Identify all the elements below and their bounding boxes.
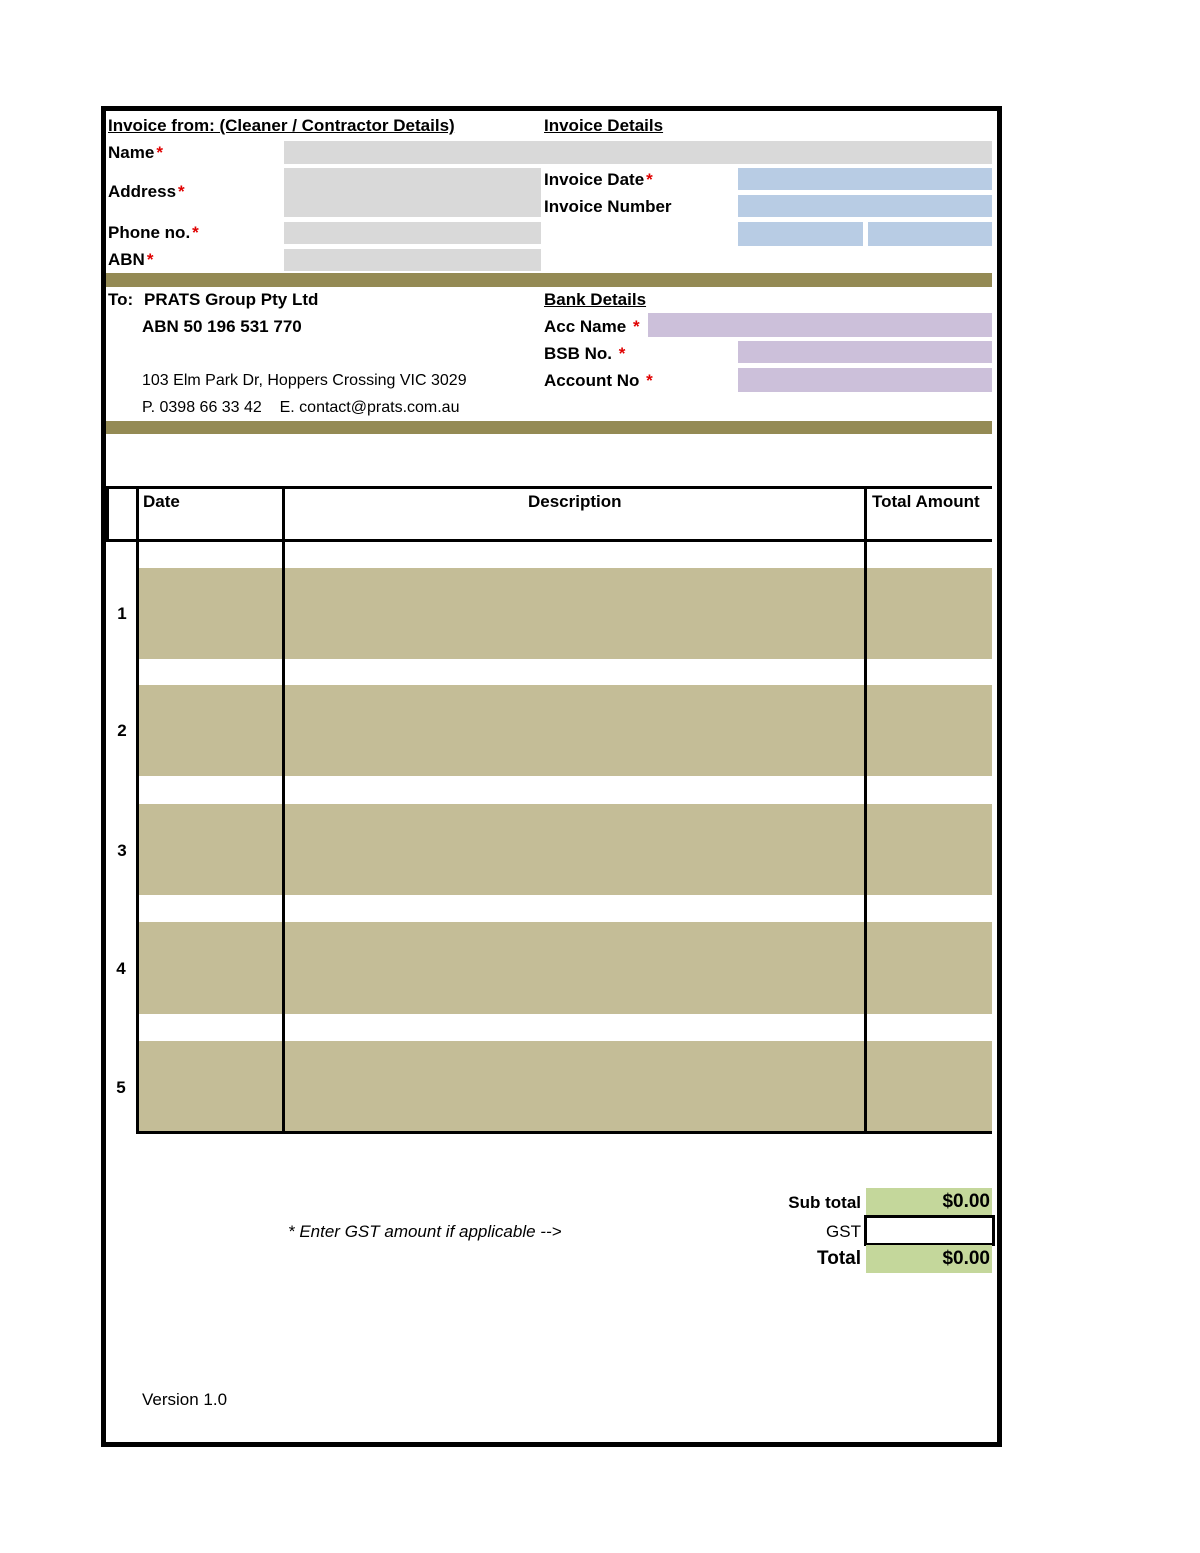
to-contact: P. 0398 66 33 42 E. contact@prats.com.au	[142, 399, 460, 416]
invoice-date-label: Invoice Date *	[544, 170, 653, 189]
abn-label: ABN *	[108, 250, 154, 269]
table-header-border	[106, 539, 992, 542]
required-mark: *	[192, 223, 199, 242]
phone-label: Phone no. *	[108, 223, 199, 242]
required-mark: *	[146, 250, 154, 269]
column-header-description: Description	[528, 492, 622, 511]
bank-heading: Bank Details	[544, 290, 647, 309]
required-mark: *	[618, 344, 626, 363]
acc-name-label: Acc Name *	[544, 317, 640, 336]
column-divider	[136, 486, 139, 1134]
total-label: Total	[817, 1248, 861, 1269]
column-header-total: Total Amount	[872, 492, 980, 511]
abn-field[interactable]	[284, 249, 541, 271]
address-field[interactable]	[284, 168, 541, 217]
invoice-extra-field-2[interactable]	[868, 222, 992, 246]
account-label: Account No *	[544, 371, 653, 390]
required-mark: *	[156, 143, 163, 162]
account-field[interactable]	[738, 368, 992, 392]
invoice-number-label: Invoice Number	[544, 197, 672, 216]
row-number: 2	[117, 721, 127, 740]
table-border-bottom	[136, 1131, 992, 1134]
section-divider	[106, 421, 992, 434]
bsb-field[interactable]	[738, 341, 992, 363]
subtotal-value: $0.00	[942, 1191, 990, 1212]
row-number: 4	[116, 959, 126, 978]
address-label: Address *	[108, 182, 185, 201]
bsb-label: BSB No. *	[544, 344, 626, 363]
row-number: 1	[117, 604, 127, 623]
gst-input[interactable]	[864, 1215, 995, 1246]
name-field[interactable]	[284, 141, 992, 164]
invoice-extra-field-1[interactable]	[738, 222, 863, 246]
to-abn: ABN 50 196 531 770	[142, 317, 302, 336]
column-divider	[864, 486, 867, 1134]
invoice-number-field[interactable]	[738, 195, 992, 217]
row-number: 5	[116, 1078, 126, 1097]
phone-field[interactable]	[284, 222, 541, 244]
name-label: Name *	[108, 143, 163, 162]
gst-label: GST	[826, 1222, 861, 1241]
column-header-date: Date	[143, 492, 180, 511]
to-address: 103 Elm Park Dr, Hoppers Crossing VIC 3029	[142, 372, 467, 389]
subtotal-label: Sub total	[788, 1193, 861, 1212]
required-mark: *	[646, 170, 653, 189]
contractor-heading: Invoice from: (Cleaner / Contractor Details)	[108, 116, 455, 135]
invoice-date-field[interactable]	[738, 168, 992, 190]
invoice-details-heading: Invoice Details	[544, 116, 664, 135]
to-company: PRATS Group Pty Ltd	[144, 290, 319, 309]
total-value: $0.00	[942, 1248, 990, 1269]
table-border-left	[106, 486, 109, 542]
table-border-top	[106, 486, 992, 489]
gst-note: * Enter GST amount if applicable -->	[288, 1222, 562, 1241]
column-divider	[282, 486, 285, 1134]
to-prefix: To:	[108, 290, 134, 309]
required-mark: *	[632, 317, 640, 336]
acc-name-field[interactable]	[648, 313, 992, 337]
required-mark: *	[646, 371, 653, 390]
section-divider	[106, 273, 992, 287]
version-label: Version 1.0	[142, 1390, 228, 1409]
row-number: 3	[117, 841, 127, 860]
required-mark: *	[178, 182, 185, 201]
